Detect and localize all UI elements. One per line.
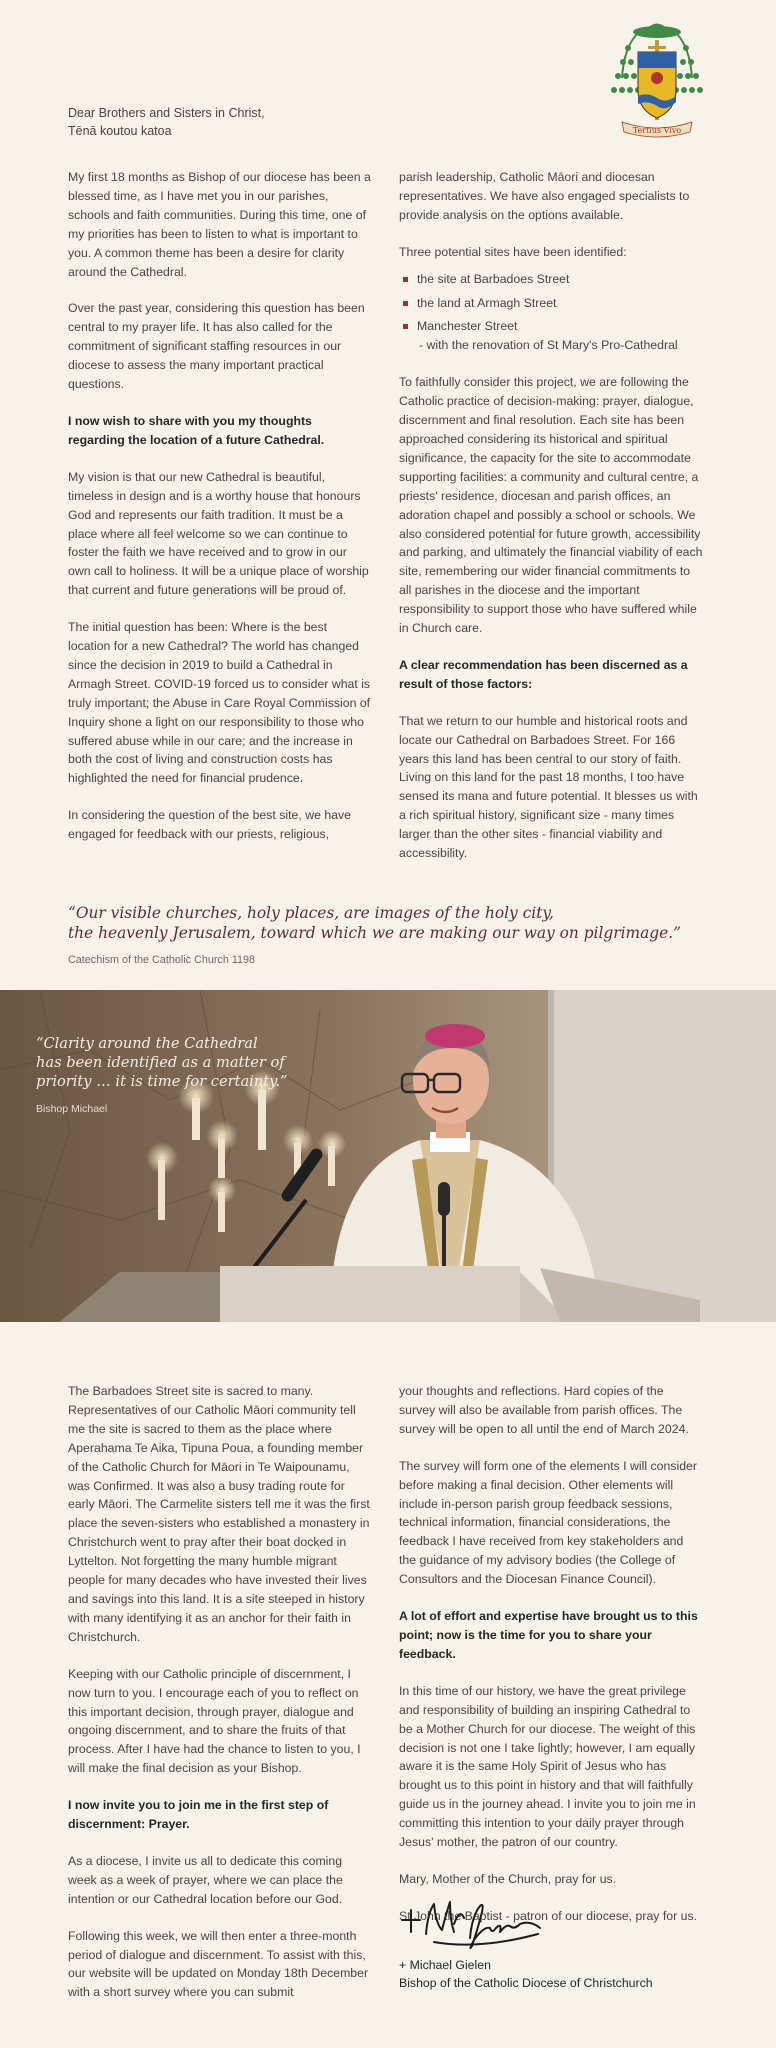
column-2 (399, 168, 703, 881)
bold-paragraph: I now invite you to join me in the first step of discernment: Prayer. (68, 1798, 329, 1832)
photo-quote-line-3: priority … it is time for certainty.” (36, 1073, 288, 1090)
column-1 (68, 168, 372, 862)
pull-quote-line-2: the heavenly Jerusalem, toward which we are making our way on pilgrimage.” (68, 924, 682, 942)
bold-paragraph: A lot of effort and expertise have brought us to this point; now is the time for you to share your feedback. (399, 1609, 698, 1661)
signer-block (399, 1956, 653, 1992)
paragraph: My vision is that our new Cathedral is beautiful, timeless in design and is a worthy house that honours God and represents our faith tradition. It must be a place where all feel welcome so we can continue to foster the faith we have received and to grow in our own call to holiness. It will be a unique place of worship that current and future generations will be proud of. (68, 469, 369, 598)
photo-quote-line-1: “Clarity around the Cathedral (36, 1035, 258, 1052)
paragraph: In this time of our history, we have the great privilege and responsibility of building an inspiring Cathedral to be a Mother Church for our diocese. The weight of this decision is not one I take lightly; however, I am equally aware it is the same Holy Spirit of Jesus who has brought us to this point in history and that will faithfully guide us in the journey ahead. I invite you to join me in committing this intention to your daily prayer through Jesus' mother, the patron of our country. (399, 1683, 696, 1850)
paragraph: Mary, Mother of the Church, pray for us. (399, 1871, 617, 1886)
paragraph: Following this week, we will then enter a three-month period of dialogue and discernment. To assist with this, our website will be updated on Monday 18th December with a short survey where you can submit (68, 1928, 369, 2000)
signer-name: + Michael Gielen (399, 1958, 491, 1972)
pull-quote-line-1: “Our visible churches, holy places, are images of the holy city, (68, 904, 554, 922)
photo-quote (36, 1034, 356, 1091)
paragraph: In considering the question of the best site, we have engaged for feedback with our priests, religious, (68, 808, 352, 842)
paragraph: Over the past year, considering this question has been central to my prayer life. It has also called for the commitment of significant staffing resources in our diocese to assess the many important practical questions. (68, 301, 365, 392)
paragraph: To faithfully consider this project, we are following the Catholic practice of decision-making: prayer, dialogue, discernment and final resolution. Each site has been approached considering its historical and spiritual significance, the capacity for the site to accommodate supporting facilities: a community and cultural centre, a priests' residence, diocesan and parish offices, an adoration chapel and possibly a school or schools. We also considered potential for future growth, accessibility and parking, and ultimately the financial viability of each site, remembering our wider financial commitments to all parishes in the diocese and the important responsibility to support those who have suffered while in Church care. (399, 375, 703, 636)
list-item: the site at Barbadoes Street (417, 270, 703, 289)
greeting (68, 104, 265, 140)
paragraph: Keeping with our Catholic principle of discernment, I now turn to you. I encourage each of you to reflect on this important decision, through prayer, dialogue and ongoing discernment, and to share the fruits of that process. After I have had the chance to listen to you, I will make the final decision as your Bishop. (68, 1666, 361, 1776)
site-list (399, 270, 703, 356)
bold-paragraph: I now wish to share with you my thoughts regarding the location of a future Cathedral. (68, 413, 325, 447)
list-item: the land at Armagh Street (417, 294, 703, 313)
greeting-line-2: Tēnā koutou katoa (68, 124, 172, 138)
paragraph: That we return to our humble and historical roots and locate our Cathedral on Barbadoes Street. For 166 years this land has been central to our story of faith. Living on this land for the past 18 months, I too have sensed its mana and future potential. It blesses us with a rich spiritual history, significant size - many times larger than the other sites - financial viability and accessibility. (399, 713, 698, 861)
signer-title: Bishop of the Catholic Diocese of Christchurch (399, 1976, 653, 1990)
column-4 (399, 1382, 703, 1944)
greeting-line-1: Dear Brothers and Sisters in Christ, (68, 106, 265, 120)
paragraph: The initial question has been: Where is the best location for a new Cathedral? The world has changed since the decision in 2019 to build a Cathedral in Armagh Street. COVID-19 forced us to consider what is truly important; the Abuse in Care Royal Commission of Inquiry shone a light on our responsibility to those who suffered abuse while in our care; and the increase in both the cost of living and construction costs has highlighted the need for financial prudence. (68, 620, 371, 786)
handwritten-signature-icon (398, 1898, 548, 1954)
pull-quote (68, 903, 728, 943)
paragraph: My first 18 months as Bishop of our diocese has been a blessed time, as I have met you in our parishes, schools and faith communities. During this time, one of my priorities has been to listen to what is important to you. A common theme has been a desire for clarity around the Cathedral. (68, 170, 371, 279)
svg-text:Tertius Vivo: Tertius Vivo (632, 126, 682, 135)
column-3 (68, 1382, 372, 2020)
photo-quote-line-2: has been identified as a matter of (36, 1054, 285, 1071)
paragraph: As a diocese, I invite us all to dedicate this coming week as a week of prayer, where we can place the intention or our Cathedral location before our God. (68, 1853, 343, 1906)
coat-of-arms-icon (604, 18, 710, 142)
photo-quote-source: Bishop Michael (36, 1103, 108, 1115)
list-item-sub: - with the renovation of St Mary's Pro-Cathedral (419, 338, 678, 353)
list-item: Manchester Street - with the renovation of St Mary's Pro-Cathedral (417, 317, 703, 355)
paragraph: your thoughts and reflections. Hard copies of the survey will also be available from parish offices. The survey will be open to all until the end of March 2024. (399, 1384, 689, 1436)
paragraph: The Barbadoes Street site is sacred to many. Representatives of our Catholic Māori community tell me the site is sacred to them as the place where Aperahama Te Aika, Tipuna Poua, a founding member of the Catholic Church for Māori in Te Waipounamu, was Confirmed. It was also a busy trading route for early Māori. The Carmelite sisters tell me it was the first place the seven-sisters who established a monastery in Christchurch went to pray after their boat docked in Lyttelton. Not forgetting the many humble migrant people for many decades who have invested their lives and savings into this land. It is a site steeped in history with many identifying it as an anchor for their faith in Christchurch. (68, 1384, 370, 1644)
paragraph: The survey will form one of the elements I will consider before making a final decision. Other elements will include in-person parish group feedback sessions, technical information, financial considerations, the feedback I have received from key stakeholders and the guidance of my advisory bodies (the College of Consultors and the Diocesan Finance Council). (399, 1458, 697, 1587)
bold-paragraph: A clear recommendation has been discerned as a result of those factors: (399, 657, 688, 691)
pull-quote-source: Catechism of the Catholic Church 1198 (68, 954, 256, 966)
paragraph: parish leadership, Catholic Māori and diocesan representatives. We have also engaged specialists to provide analysis on the options available. (399, 170, 690, 222)
paragraph: St John the Baptist - patron of our diocese, pray for us. (399, 1908, 698, 1923)
paragraph: Three potential sites have been identified: (399, 244, 627, 259)
